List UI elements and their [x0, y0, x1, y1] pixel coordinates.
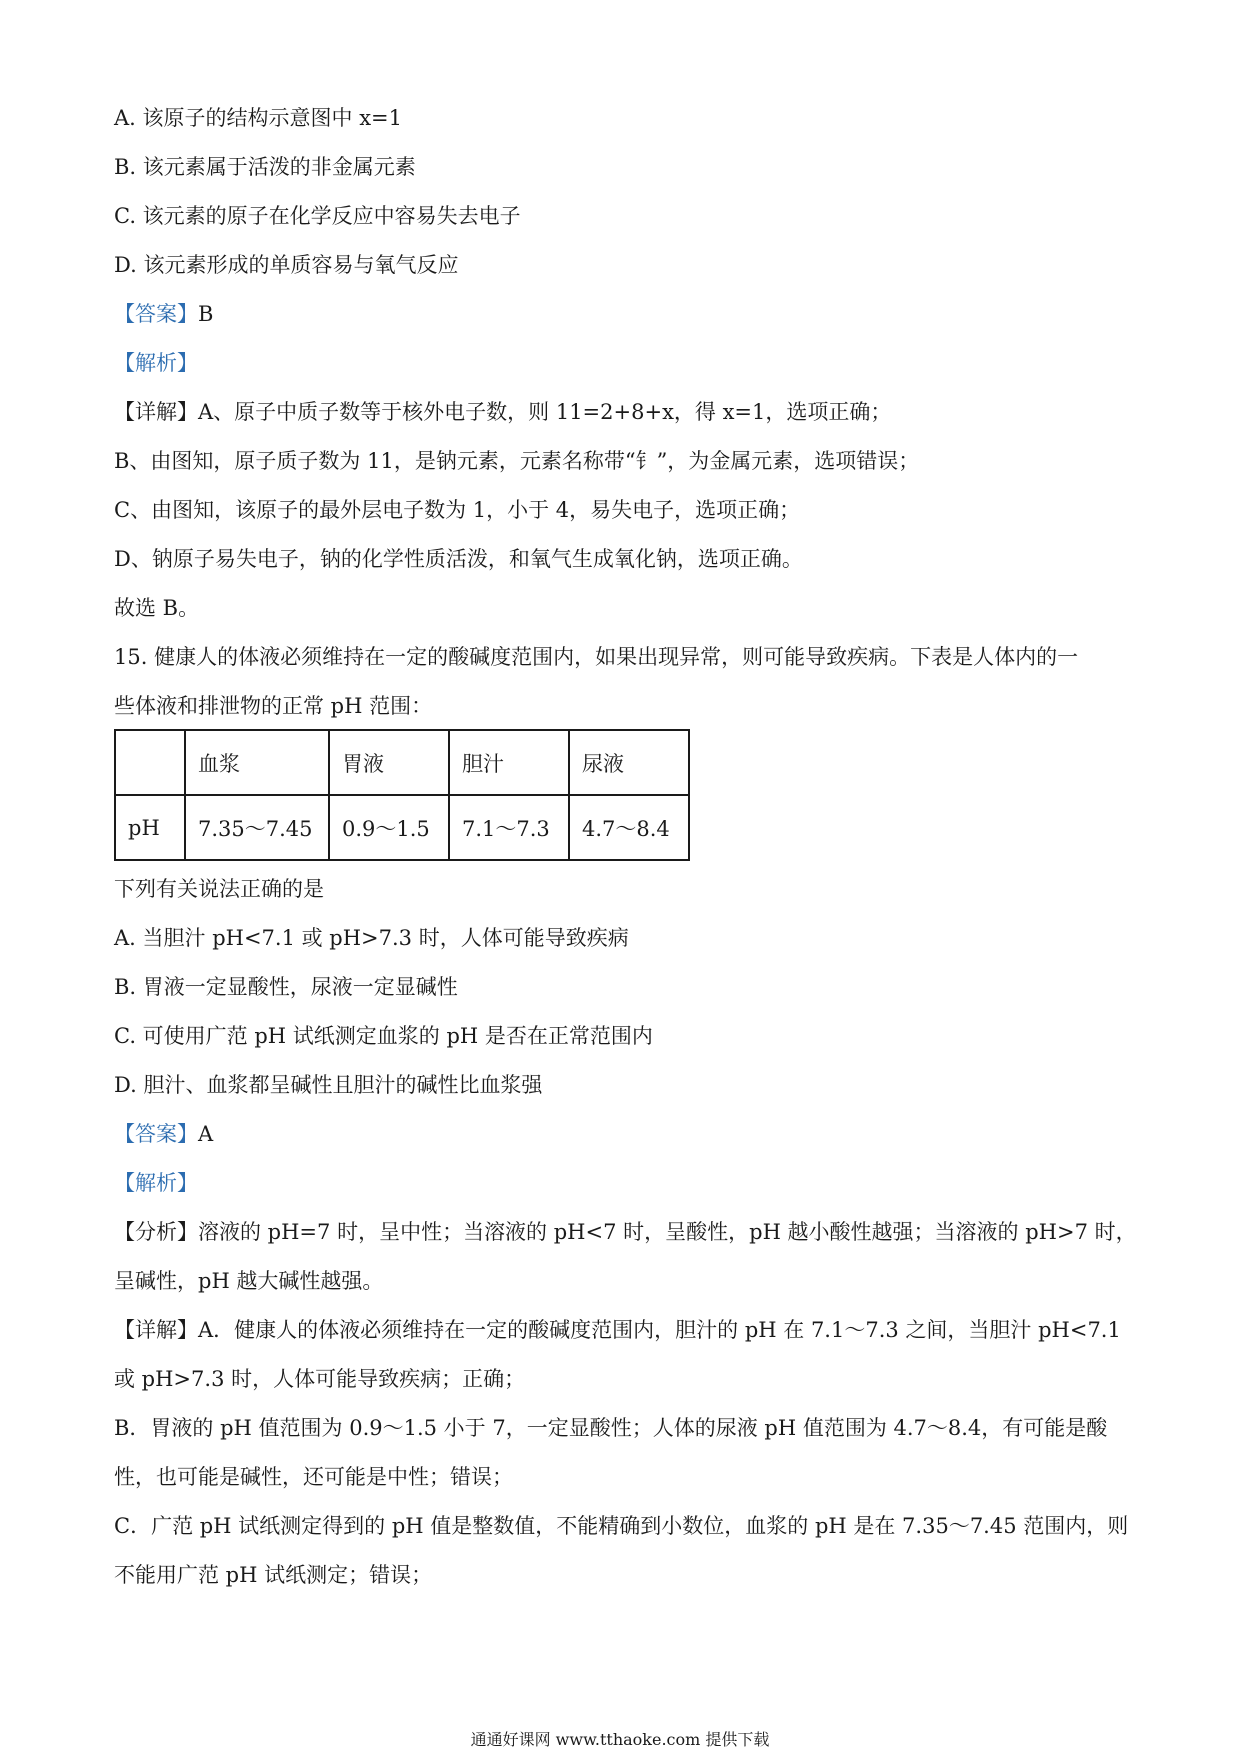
table-header-cell: 胆汁 [449, 730, 569, 795]
q14-option-a: A. 该原子的结构示意图中 x=1 [114, 106, 402, 130]
table-header-cell: 胃液 [329, 730, 449, 795]
q15-detail-line-5: C．广范 pH 试纸测定得到的 pH 值是整数值，不能精确到小数位，血浆的 pH 是在 7.35～7.45 范围内，则 [114, 1514, 1129, 1538]
q14-conclusion: 故选 B。 [114, 596, 200, 620]
analysis-tag: 【解析】 [114, 351, 198, 375]
q15-answer [114, 1120, 213, 1148]
answer-tag: 【答案】 [114, 1122, 198, 1146]
ph-range-table [114, 729, 690, 861]
detail-tag: 【详解】 [114, 400, 198, 424]
table-cell: 4.7～8.4 [569, 795, 689, 860]
q15-stem-line-2: 些体液和排泄物的正常 pH 范围： [114, 694, 433, 718]
fenxi-text: 溶液的 pH=7 时，呈中性；当溶液的 pH<7 时，呈酸性，pH 越小酸性越强；当溶液的 pH>7 时， [198, 1220, 1137, 1244]
detail-text: A、原子中质子数等于核外电子数，则 11=2+8+x，得 x=1，选项正确； [198, 400, 892, 424]
q15-analysis-heading [114, 1169, 198, 1197]
q14-option-d: D. 该元素形成的单质容易与氧气反应 [114, 253, 459, 277]
page-footer: 通通好课网 www.tthaoke.com 提供下载 [470, 1730, 770, 1749]
q15-fenxi-line-1 [114, 1218, 1137, 1246]
detail-text: A．健康人的体液必须维持在一定的酸碱度范围内，胆汁的 pH 在 7.1～7.3 之间，当胆汁 pH<7.1 [198, 1318, 1121, 1342]
table-header-cell: 尿液 [569, 730, 689, 795]
analysis-tag: 【解析】 [114, 1171, 198, 1195]
q14-detail-line-4: D、钠原子易失电子，钠的化学性质活泼，和氧气生成氧化钠，选项正确。 [114, 547, 803, 571]
table-cell: 0.9～1.5 [329, 795, 449, 860]
q14-option-b: B. 该元素属于活泼的非金属元素 [114, 155, 416, 179]
table-row [115, 795, 689, 860]
detail-tag: 【详解】 [114, 1318, 198, 1342]
table-cell: 7.1～7.3 [449, 795, 569, 860]
q15-detail-line-6: 不能用广范 pH 试纸测定；错误； [114, 1563, 433, 1587]
q15-detail-line-2: 或 pH>7.3 时，人体可能导致疾病；正确； [114, 1367, 526, 1391]
answer-value: A [198, 1122, 214, 1146]
q15-option-a: A. 当胆汁 pH<7.1 或 pH>7.3 时，人体可能导致疾病 [114, 926, 629, 950]
table-header-cell [115, 730, 185, 795]
q15-question: 下列有关说法正确的是 [114, 877, 324, 901]
fenxi-tag: 【分析】 [114, 1220, 198, 1244]
q15-stem-line-1: 15. 健康人的体液必须维持在一定的酸碱度范围内，如果出现异常，则可能导致疾病。下表是人体内的一 [114, 645, 1079, 669]
q15-option-d: D. 胆汁、血浆都呈碱性且胆汁的碱性比血浆强 [114, 1073, 543, 1097]
q14-option-c: C. 该元素的原子在化学反应中容易失去电子 [114, 204, 521, 228]
q15-option-c: C. 可使用广范 pH 试纸测定血浆的 pH 是否在正常范围内 [114, 1024, 653, 1048]
q15-detail-line-1 [114, 1316, 1121, 1344]
table-cell: 7.35～7.45 [185, 795, 329, 860]
q14-analysis-heading [114, 349, 198, 377]
q15-fenxi-line-2: 呈碱性，pH 越大碱性越强。 [114, 1269, 384, 1293]
q15-detail-line-3: B．胃液的 pH 值范围为 0.9～1.5 小于 7，一定显酸性；人体的尿液 pH 值范围为 4.7～8.4，有可能是酸 [114, 1416, 1108, 1440]
table-header-row [115, 730, 689, 795]
q15-option-b: B. 胃液一定显酸性，尿液一定显碱性 [114, 975, 458, 999]
table-header-cell: 血浆 [185, 730, 329, 795]
answer-value: B [198, 302, 214, 326]
q14-detail-line-2: B、由图知，原子质子数为 11，是钠元素，元素名称带“钅”，为金属元素，选项错误； [114, 449, 920, 473]
q14-detail-line-1 [114, 398, 891, 426]
q14-answer [114, 300, 213, 328]
answer-tag: 【答案】 [114, 302, 198, 326]
table-row-label: pH [115, 795, 185, 860]
q14-detail-line-3: C、由图知，该原子的最外层电子数为 1，小于 4，易失电子，选项正确； [114, 498, 801, 522]
q15-detail-line-4: 性，也可能是碱性，还可能是中性；错误； [114, 1465, 513, 1489]
